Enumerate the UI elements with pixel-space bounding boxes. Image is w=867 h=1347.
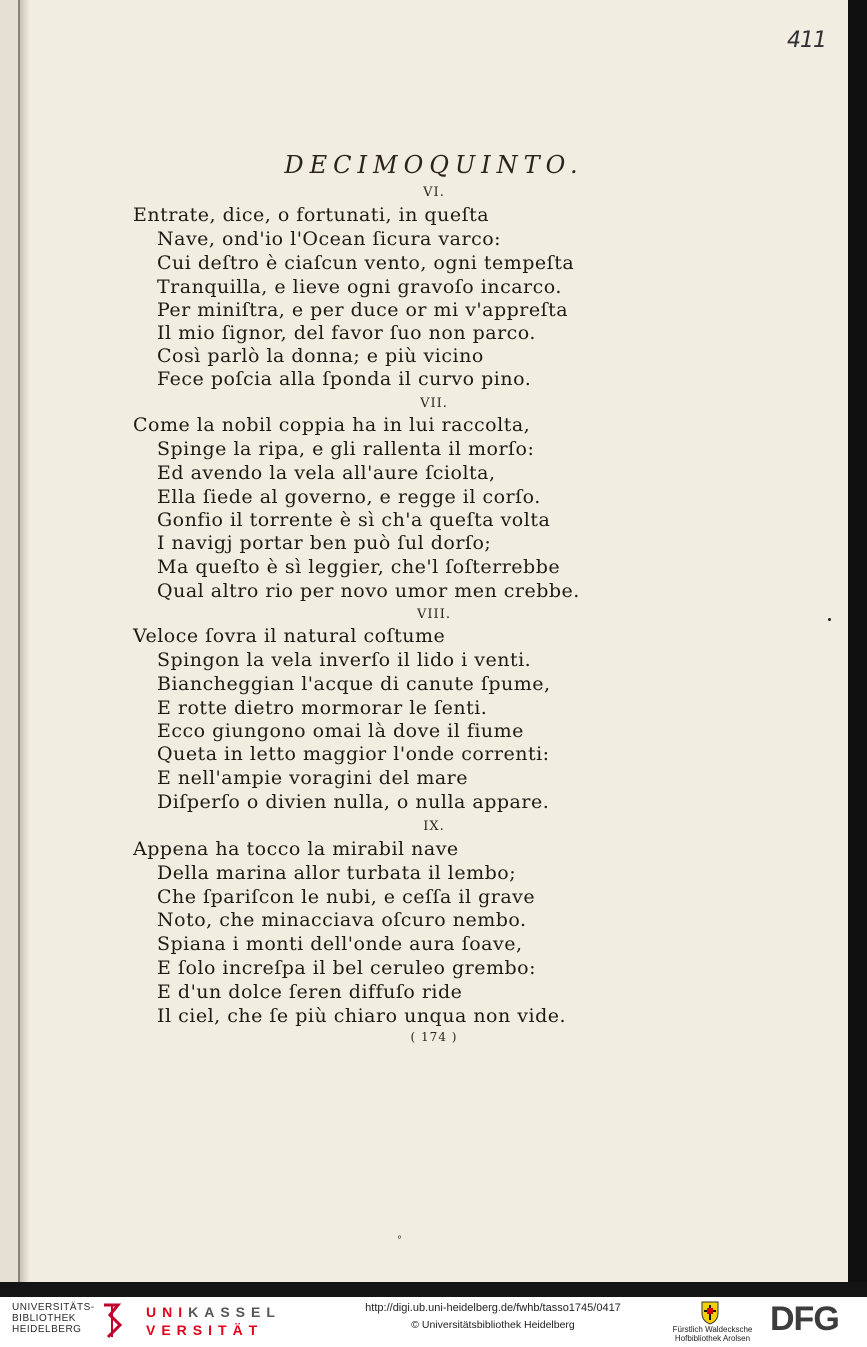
heidelberg-line: HEIDELBERG — [12, 1324, 82, 1335]
scan-bottom-bar — [0, 1282, 867, 1297]
verse-line: Come la nobil coppia ha in lui raccolta, — [133, 414, 531, 436]
verse-line: E rotte dietro mormorar le ſenti. — [157, 697, 488, 719]
verse-line: Gonfio il torrente è sì ch'a queſta volta — [157, 509, 551, 531]
verse-line: Della marina allor turbata il lembo; — [157, 862, 517, 884]
verse-line: Fece poſcia alla ſponda il curvo pino. — [157, 368, 532, 390]
verse-line: Nave, ond'io l'Ocean ſicura varco: — [157, 228, 502, 250]
copyright-notice: © Universitätsbibliothek Heidelberg — [411, 1319, 575, 1331]
verse-line: Ecco giungono omai là dove il fiume — [157, 720, 524, 742]
verse-line: Ella ſiede al governo, e regge il corſo. — [157, 486, 541, 508]
verse-line: Per miniſtra, e per duce or mi v'appreſta — [157, 299, 569, 321]
scanned-page — [20, 0, 848, 1282]
heidelberg-line: UNIVERSITÄTS- — [12, 1302, 95, 1313]
document-url-link[interactable]: http://digi.ub.uni-heidelberg.de/fwhb/tasso1745/0417 — [365, 1302, 621, 1314]
verse-line: Entrate, dice, o fortunati, in queſta — [133, 204, 490, 226]
footer-bar — [0, 1297, 867, 1347]
waldeck-crest-icon — [700, 1299, 720, 1325]
verse-line: Qual altro rio per novo umor men crebbe. — [157, 580, 580, 602]
waldeck-library-name[interactable] — [665, 1326, 760, 1343]
verse-line: Che ſpariſcon le nubi, e ceſſa il grave — [157, 886, 536, 908]
verse-line: Ed avendo la vela all'aure ſciolta, — [157, 462, 496, 484]
bottom-mark: ° — [397, 1235, 402, 1246]
verse-line: Spinge la ripa, e gli rallenta il morſo: — [157, 438, 535, 460]
verse-line: Il ciel, che ſe più chiaro unqua non vide. — [157, 1005, 567, 1027]
kassel-line-2: VERSITÄT — [146, 1322, 264, 1338]
verse-line: E nell'ampie voragini del mare — [157, 767, 469, 789]
verse-line: Queta in letto maggior l'onde correnti: — [157, 743, 550, 765]
page-heading: DECIMOQUINTO. — [284, 151, 584, 179]
verse-line: E d'un dolce ſeren diffuſo ride — [157, 981, 463, 1003]
verse-line: Il mio ſignor, del favor ſuo non parco. — [157, 322, 536, 344]
verse-line: Tranquilla, e lieve ogni gravoſo incarco. — [157, 276, 562, 298]
page-gutter-strip — [0, 0, 20, 1282]
kassel-line-1: UNIKASSEL — [146, 1304, 281, 1320]
page-number: ( 174 ) — [410, 1030, 458, 1044]
stanza-number: IX. — [423, 819, 445, 834]
verse-line: Spiana i monti dell'onde aura ſoave, — [157, 933, 523, 955]
verse-line: Cui deſtro è ciaſcun vento, ogni tempeſta — [157, 252, 575, 274]
margin-dot — [828, 618, 831, 621]
verse-line: Così parlò la donna; e più vicino — [157, 345, 484, 367]
heidelberg-logo-icon[interactable] — [100, 1301, 124, 1341]
verse-line: Appena ha tocco la mirabil nave — [133, 838, 459, 860]
verse-line: Biancheggian l'acque di canute ſpume, — [157, 673, 551, 695]
stanza-number: VII. — [420, 396, 448, 411]
verse-line: Spingon la vela inverſo il lido i venti. — [157, 649, 532, 671]
verse-line: Veloce ſovra il natural coſtume — [133, 625, 446, 647]
stanza-number: VI. — [423, 185, 445, 200]
verse-line: Diſperſo o divien nulla, o nulla appare. — [157, 791, 550, 813]
heidelberg-library-name[interactable] — [12, 1302, 95, 1335]
waldeck-line: Hofbibliothek Arolsen — [674, 1333, 751, 1343]
waldeck-line: Fürstlich Waldecksche — [672, 1325, 753, 1334]
verse-line: Noto, che minacciava oſcuro nembo. — [157, 909, 527, 931]
dfg-logo[interactable]: DFG — [770, 1300, 839, 1338]
folio-number: 411 — [787, 28, 826, 53]
verse-line: I navigj portar ben può ſul dorſo; — [157, 532, 492, 554]
verse-line: Ma queſto è sì leggier, che'l ſoſterrebbe — [157, 556, 561, 578]
kassel-logo[interactable] — [146, 1303, 281, 1339]
heidelberg-line: BIBLIOTHEK — [12, 1313, 76, 1324]
stanza-number: VIII. — [417, 607, 451, 622]
verse-line: E ſolo increſpa il bel ceruleo grembo: — [157, 957, 537, 979]
